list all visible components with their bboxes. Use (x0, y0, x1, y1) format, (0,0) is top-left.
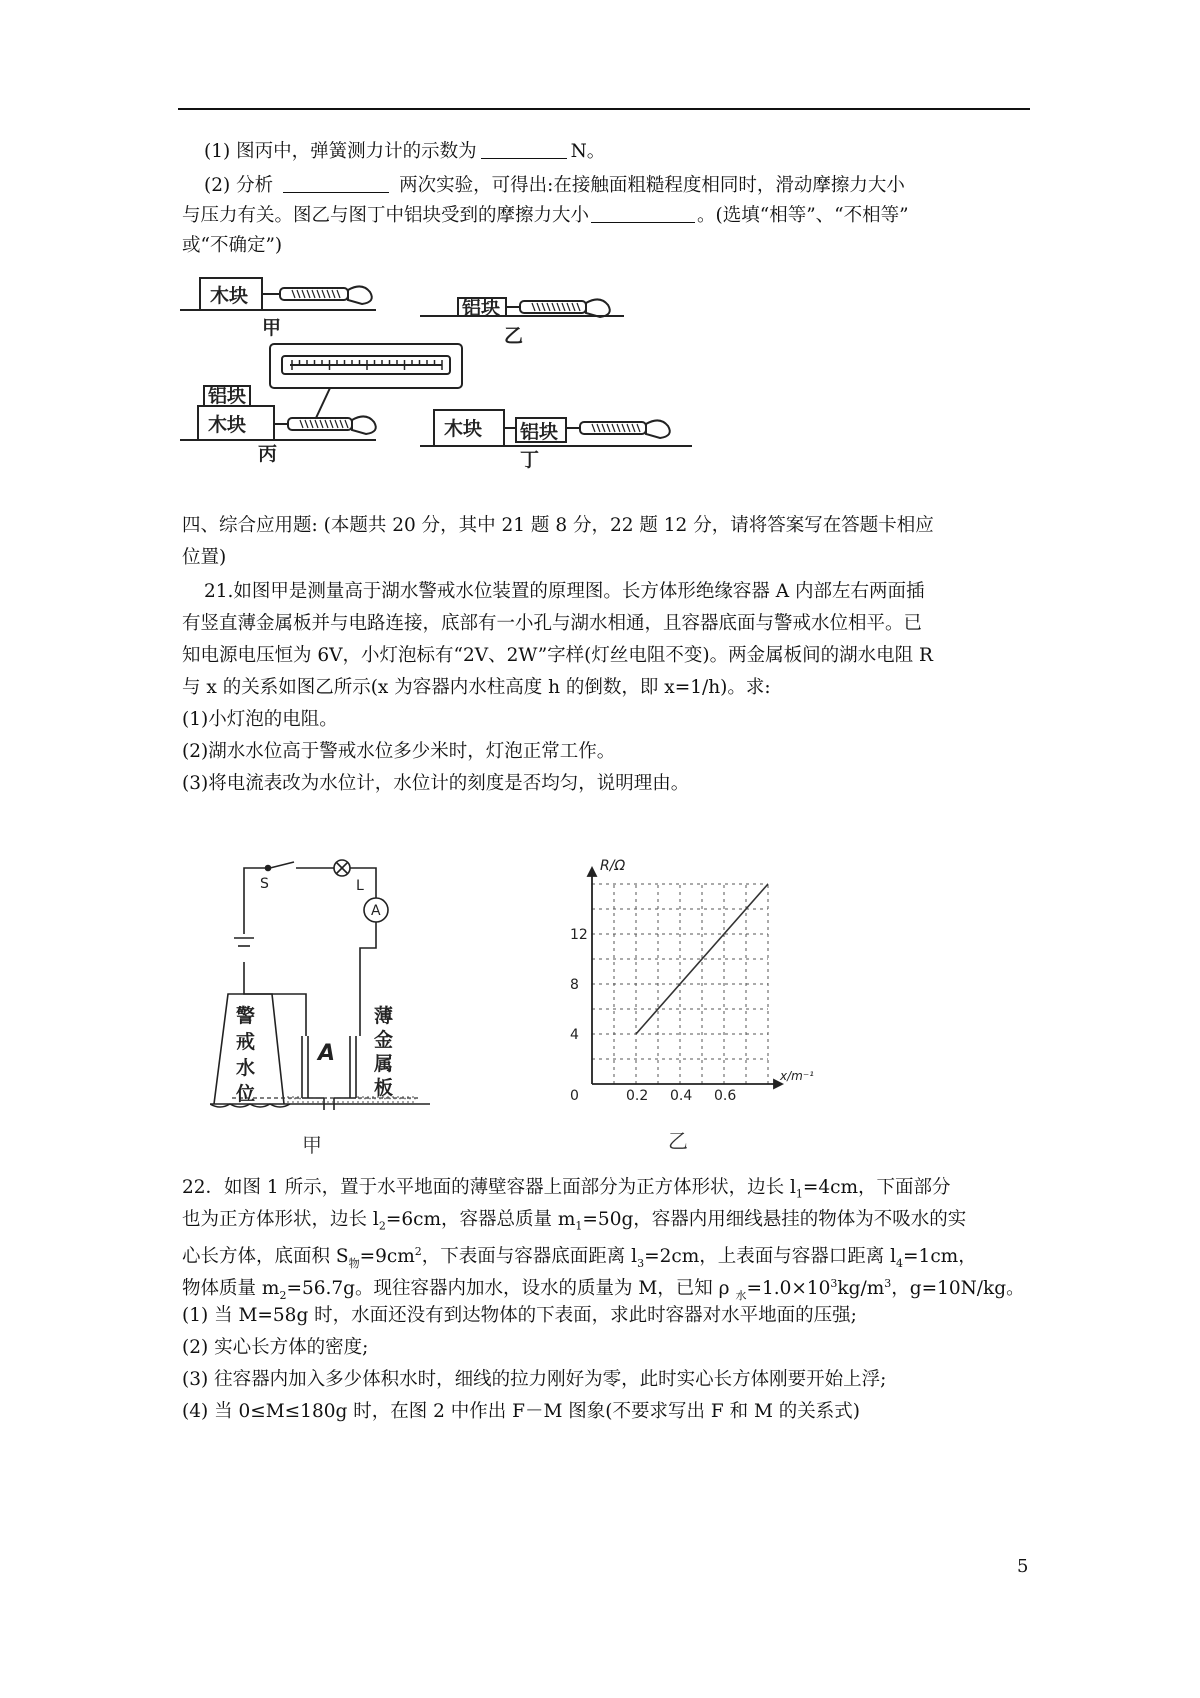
answer-blank-2[interactable] (283, 174, 389, 193)
q21-sub2: (2)湖水水位高于警戒水位多少米时，灯泡正常工作。 (182, 741, 616, 762)
section4-heading: 四、综合应用题: (本题共 20 分，其中 21 题 8 分，22 题 12 分，请将答案写在答题卡相应 (182, 515, 934, 536)
y-tick-label: 4 (570, 1027, 579, 1043)
block-label-wood-ding: 木块 (444, 418, 483, 440)
origin-label: 0 (570, 1088, 579, 1104)
q21-line3: 知电源电压恒为 6V，小灯泡标有“2V、2W”字样(灯丝电阻不变)。两金属板间的湖水电阻 R (182, 645, 933, 666)
water-level-circuit-figure (210, 848, 470, 1154)
label-ding: 丁 (520, 449, 540, 471)
q22-sub2: (2) 实心长方体的密度; (182, 1337, 369, 1358)
lamp-label: L (356, 878, 364, 894)
q20-sub2-line3: 或“不确定”) (182, 235, 283, 256)
y-axis-label: R/Ω (600, 858, 626, 874)
block-label-wood-jia: 木块 (210, 285, 249, 307)
level-label-4: 位 (236, 1083, 256, 1105)
x-tick-label: 0.6 (714, 1088, 737, 1104)
x-axis-label: x/m⁻¹ (780, 1069, 814, 1083)
header-rule (178, 108, 1030, 110)
resistance-graph (564, 856, 850, 1152)
y-axis-arrow (588, 868, 596, 876)
q21-line2: 有竖直薄金属板并与电路连接，底部有一小孔与湖水相通，且容器底面与警戒水位相平。已 (182, 613, 923, 634)
x-tick-label: 0.4 (670, 1088, 693, 1104)
q21-line4: 与 x 的关系如图乙所示(x 为容器内水柱高度 h 的倒数，即 x=1/h)。求: (182, 677, 771, 698)
q22-sub1: (1) 当 M=58g 时，水面还没有到达物体的下表面，求此时容器对水平地面的压强; (182, 1305, 857, 1326)
ammeter-label: A (371, 903, 381, 919)
q22-line2: 也为正方体形状，边长 $l_2=6cm$，容器总质量 $m_1=50g$，容器内用细线悬挂的物体为不吸水的实 (182, 1209, 967, 1233)
figure-caption-yi: 乙 (668, 1129, 688, 1152)
q22-line3: 心长方体，底面积 $S_物=9cm^2$，下表面与容器底面距离 $l_3=2cm$，上表面与容器口距离 $l_4=1cm$， (182, 1245, 977, 1270)
level-label-1: 警 (236, 1005, 256, 1027)
label-yi: 乙 (504, 325, 524, 347)
label-bing: 丙 (258, 443, 278, 465)
q21-line1: 21.如图甲是测量高于湖水警戒水位装置的原理图。长方体形绝缘容器 A 内部左右两面插 (204, 581, 925, 602)
block-label-al-bing: 铝块 (208, 385, 247, 407)
block-label-wood-bing: 木块 (208, 414, 247, 436)
q22-sub4: (4) 当 0≤M≤180g 时，在图 2 中作出 F－M 图象(不要求写出 F 和 M 的关系式) (182, 1401, 861, 1422)
q22-line4: 物体质量 $m_2=56.7g$。现往容器内加水，设水的质量为 M，已知 ρ $_水=1.0\times 10^3kg/m^3$，g=10N/kg。 (182, 1277, 1025, 1302)
q20-sub2: (2) 分析 两次实验，可得出:在接触面粗糙程度相同时，滑动摩擦力大小 (204, 175, 905, 196)
switch-label: S (260, 876, 269, 892)
answer-blank-1[interactable] (481, 140, 567, 159)
x-tick-label: 0.2 (626, 1088, 649, 1104)
q20-sub1: (1) 图丙中，弹簧测力计的示数为 N。 (204, 141, 606, 162)
answer-blank-3[interactable] (591, 204, 695, 223)
level-label-2: 戒 (236, 1031, 256, 1053)
section4-heading-line2: 位置) (182, 547, 227, 568)
page-number: 5 (1017, 1556, 1029, 1577)
y-tick-label: 8 (570, 977, 579, 993)
plate-label-1: 薄 (374, 1005, 394, 1027)
y-tick-label: 12 (570, 927, 588, 943)
q20-sub2-line2: 与压力有关。图乙与图丁中铝块受到的摩擦力大小 。(选填“相等”、“不相等” (182, 205, 909, 226)
friction-experiment-figure (180, 268, 700, 504)
q21-sub1: (1)小灯泡的电阻。 (182, 709, 338, 730)
plate-label-3: 属 (374, 1053, 394, 1075)
q22-line1: 22．如图 1 所示，置于水平地面的薄壁容器上面部分为正方体形状，边长 $l_1=4cm$，下面部分 (182, 1177, 951, 1201)
level-label-3: 水 (236, 1057, 256, 1079)
q22-sub3: (3) 往容器内加入多少体积水时，细线的拉力刚好为零，此时实心长方体刚要开始上浮; (182, 1369, 887, 1390)
q21-sub3: (3)将电流表改为水位计，水位计的刻度是否均匀，说明理由。 (182, 773, 690, 794)
plate-label-4: 板 (374, 1077, 394, 1099)
block-label-al-yi: 铝块 (462, 297, 501, 319)
figure-caption-jia: 甲 (302, 1133, 322, 1154)
plate-label-2: 金 (374, 1029, 394, 1051)
block-label-al-ding: 铝块 (520, 421, 559, 443)
container-label: A (318, 1041, 336, 1066)
label-jia: 甲 (262, 317, 282, 339)
